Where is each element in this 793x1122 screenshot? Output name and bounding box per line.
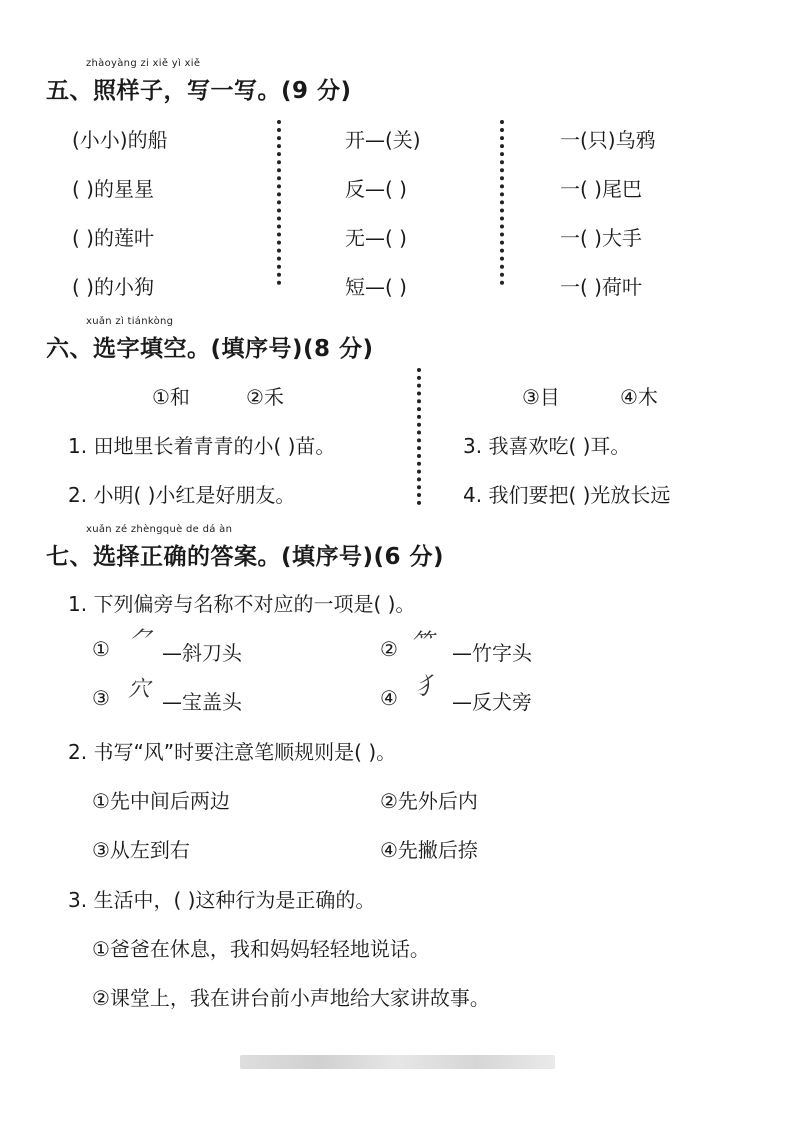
s7-q2-opt3: ③从左到右 — [92, 838, 190, 862]
radical-zhuzitou-icon: ⺮ — [410, 628, 434, 656]
s7-q3-opt2: ②课堂上，我在讲台前小声地给大家讲故事。 — [92, 986, 490, 1010]
s7-q2-opt1: ①先中间后两边 — [92, 789, 230, 813]
divider-dotted-1 — [277, 120, 281, 285]
s5-col1-row2: ( )的星星 — [72, 177, 154, 201]
section6-pinyin: xuǎn zì tiánkòng — [86, 316, 174, 327]
section5-pinyin: zhàoyàng zi xiě yì xiě — [86, 58, 201, 69]
section6-heading: 六、选字填空。(填序号)(8 分) — [46, 336, 374, 362]
footer-watermark — [240, 1055, 555, 1069]
s6-question-3: 3. 我喜欢吃( )耳。 — [463, 434, 631, 458]
divider-dotted-3 — [417, 368, 421, 505]
s7-q2-opt2: ②先外后内 — [380, 789, 478, 813]
s7-q1-opt2-text: —竹字头 — [452, 641, 532, 665]
s6-option-4: ④木 — [620, 385, 658, 409]
s5-col2-row2: 反—( ) — [345, 177, 407, 201]
s7-q3-text: 3. 生活中，( )这种行为是正确的。 — [68, 888, 376, 912]
s7-q2-text: 2. 书写“风”时要注意笔顺规则是( )。 — [68, 740, 397, 764]
s5-col2-row3: 无—( ) — [345, 226, 407, 250]
s5-col3-row3: 一( )大手 — [560, 226, 642, 250]
s6-option-1: ①和 — [152, 385, 190, 409]
s7-q1-opt3-number: ③ — [92, 686, 110, 710]
s7-q1-opt1-text: —斜刀头 — [162, 641, 242, 665]
s5-col1-row3: ( )的莲叶 — [72, 226, 154, 250]
s6-option-2: ②禾 — [246, 385, 284, 409]
s5-col3-row1: 一(只)乌鸦 — [560, 128, 656, 152]
s5-col3-row2: 一( )尾巴 — [560, 177, 642, 201]
s7-q1-text: 1. 下列偏旁与名称不对应的一项是( )。 — [68, 592, 416, 616]
s6-question-2: 2. 小明( )小红是好朋友。 — [68, 483, 296, 507]
s7-q1-opt4-number: ④ — [380, 686, 398, 710]
section7-heading: 七、选择正确的答案。(填序号)(6 分) — [46, 544, 445, 570]
s7-q1-opt4-text: —反犬旁 — [452, 690, 532, 714]
section5-heading: 五、照样子，写一写。(9 分) — [46, 78, 352, 104]
s6-question-1: 1. 田地里长着青青的小( )苗。 — [68, 434, 336, 458]
radical-fanquanpang-icon: 犭 — [416, 672, 440, 700]
s7-q3-opt1: ①爸爸在休息，我和妈妈轻轻地说话。 — [92, 937, 430, 961]
s5-col3-row4: 一( )荷叶 — [560, 275, 642, 299]
s6-option-3: ③目 — [522, 385, 560, 409]
s7-q1-opt3-text: —宝盖头 — [162, 690, 242, 714]
radical-xuebaogai-icon: 穴 — [128, 677, 151, 702]
s5-col1-row1: (小小)的船 — [72, 128, 168, 152]
section7-pinyin: xuǎn zé zhèngquè de dá àn — [86, 524, 233, 535]
s7-q1-opt2-number: ② — [380, 637, 398, 661]
s5-col2-row4: 短—( ) — [345, 275, 407, 299]
s5-col2-row1: 开—(关) — [345, 128, 421, 152]
s6-question-4: 4. 我们要把( )光放长远 — [463, 483, 671, 507]
s7-q1-opt1-number: ① — [92, 637, 110, 661]
radical-xiedaotou-icon: ⺈ — [128, 626, 152, 654]
s5-col1-row4: ( )的小狗 — [72, 275, 154, 299]
divider-dotted-2 — [500, 120, 504, 285]
s7-q2-opt4: ④先撇后捺 — [380, 838, 478, 862]
